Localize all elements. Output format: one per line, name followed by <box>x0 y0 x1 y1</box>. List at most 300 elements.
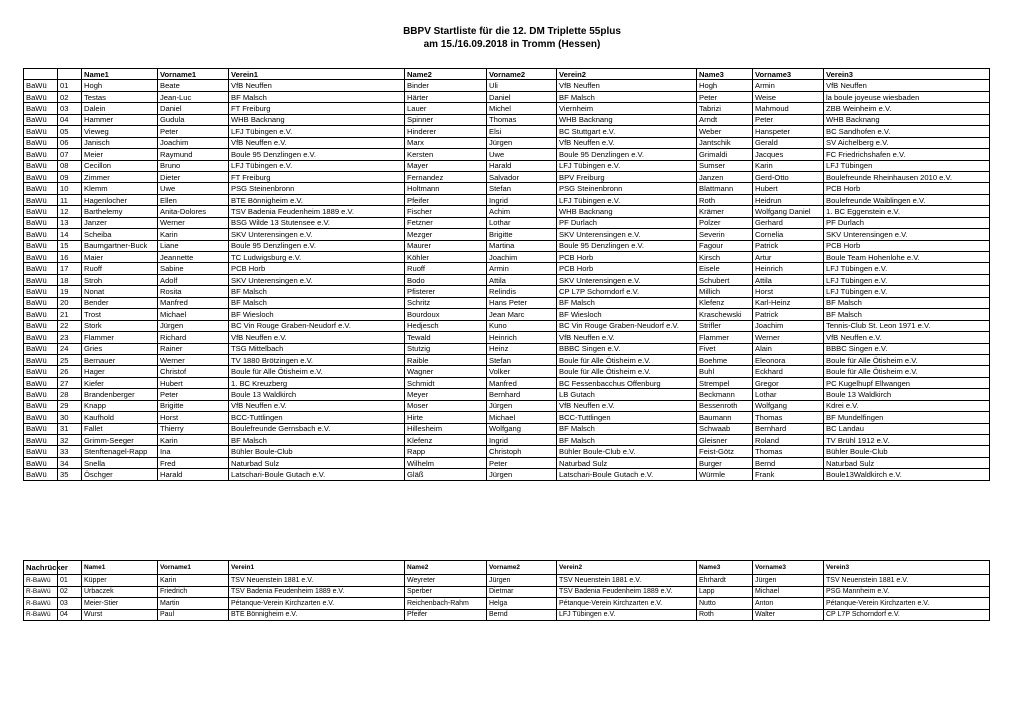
team-number-cell: 01 <box>58 80 82 91</box>
vorname2-cell: Volker <box>487 366 557 377</box>
vorname2-header: Vorname2 <box>487 69 557 80</box>
name1-cell: Kiefer <box>82 377 158 388</box>
group-cell: BaWü <box>24 412 58 423</box>
name1-cell: Meier-Stier <box>82 598 158 610</box>
team-number-cell: 33 <box>58 446 82 457</box>
vorname1-header: Vorname1 <box>158 561 229 575</box>
table-row <box>24 91 990 102</box>
name3-header: Name3 <box>697 69 753 80</box>
verein2-cell: VfB Neuffen e.V. <box>557 400 697 411</box>
verein2-header: Verein2 <box>557 561 697 575</box>
table-row <box>24 252 990 263</box>
verein3-cell: CP L7P Schorndorf e.V. <box>824 609 990 621</box>
vorname2-cell: Helga <box>487 598 557 610</box>
name1-cell: Knapp <box>82 400 158 411</box>
verein2-cell: Boule 95 Denzlingen e.V. <box>557 149 697 160</box>
verein1-cell: VfB Neuffen e.V. <box>229 332 405 343</box>
name1-cell: Flammer <box>82 332 158 343</box>
group-cell: BaWü <box>24 435 58 446</box>
name2-cell: Hillesheim <box>405 423 487 434</box>
vorname3-cell: Alain <box>753 343 824 354</box>
group-cell: BaWü <box>24 274 58 285</box>
table-row <box>24 332 990 343</box>
verein3-cell: BF Malsch <box>824 309 990 320</box>
vorname2-cell: Kuno <box>487 320 557 331</box>
name1-cell: Hager <box>82 366 158 377</box>
vorname3-cell: Armin <box>753 80 824 91</box>
vorname2-cell: Jürgen <box>487 400 557 411</box>
document-header <box>0 26 1024 52</box>
verein2-cell: LFJ Tübingen e.V. <box>557 194 697 205</box>
verein1-cell: BTE Bönnigheim e.V. <box>229 609 405 621</box>
group-cell: BaWü <box>24 457 58 468</box>
vorname1-cell: Werner <box>158 354 229 365</box>
group-cell: BaWü <box>24 160 58 171</box>
vorname3-cell: Cornelia <box>753 229 824 240</box>
team-number-cell: 04 <box>58 114 82 125</box>
name2-cell: Fernandez <box>405 171 487 182</box>
group-cell: BaWü <box>24 366 58 377</box>
name2-cell: Härter <box>405 91 487 102</box>
team-number-cell: 21 <box>58 309 82 320</box>
verein3-cell: WHB Backnang <box>824 114 990 125</box>
vorname1-cell: Anita-Dolores <box>158 206 229 217</box>
table-row <box>24 171 990 182</box>
name3-cell: Flammer <box>697 332 753 343</box>
table-row <box>24 412 990 423</box>
vorname1-cell: Jean-Luc <box>158 91 229 102</box>
verein2-cell: BC Fessenbacchus Offenburg <box>557 377 697 388</box>
name1-cell: Bernauer <box>82 354 158 365</box>
verein3-cell: Boulefreunde Rheinhausen 2010 e.V. <box>824 171 990 182</box>
vorname3-cell: Weise <box>753 91 824 102</box>
vorname3-cell: Hubert <box>753 183 824 194</box>
verein1-cell: VfB Neuffen <box>229 80 405 91</box>
table-row <box>24 274 990 285</box>
name3-cell: Lapp <box>697 586 753 598</box>
vorname2-cell: Dietmar <box>487 586 557 598</box>
verein3-cell: PF Durlach <box>824 217 990 228</box>
name3-cell: Buhl <box>697 366 753 377</box>
group-cell: BaWü <box>24 286 58 297</box>
verein1-cell: BSG Wilde 13 Stutensee e.V. <box>229 217 405 228</box>
name2-cell: Raible <box>405 354 487 365</box>
vorname2-cell: Brigitte <box>487 229 557 240</box>
name1-cell: Snella <box>82 457 158 468</box>
team-number-cell: 15 <box>58 240 82 251</box>
vorname3-cell: Karin <box>753 160 824 171</box>
verein1-cell: WHB Backnang <box>229 114 405 125</box>
vorname2-cell: Stefan <box>487 183 557 194</box>
table-row <box>24 297 990 308</box>
name1-cell: Janzer <box>82 217 158 228</box>
table-row <box>24 457 990 468</box>
vorname1-cell: Jeannette <box>158 252 229 263</box>
name2-cell: Meyer <box>405 389 487 400</box>
vorname1-cell: Peter <box>158 126 229 137</box>
vorname1-cell: Joachim <box>158 137 229 148</box>
name1-header: Name1 <box>82 69 158 80</box>
vorname2-cell: Jean Marc <box>487 309 557 320</box>
verein2-cell: SKV Unterensingen e.V. <box>557 274 697 285</box>
vorname3-cell: Michael <box>753 586 824 598</box>
verein1-cell: PSG Steinenbronn <box>229 183 405 194</box>
verein3-cell: Tennis-Club St. Leon 1971 e.V. <box>824 320 990 331</box>
name3-cell: Krämer <box>697 206 753 217</box>
name2-cell: Pfeifer <box>405 609 487 621</box>
name3-cell: Tabrizi <box>697 103 753 114</box>
name3-cell: Klefenz <box>697 297 753 308</box>
table-row <box>24 263 990 274</box>
verein1-header: Verein1 <box>229 561 405 575</box>
vorname3-cell: Attila <box>753 274 824 285</box>
verein2-cell: VfB Neuffen <box>557 80 697 91</box>
name3-cell: Burger <box>697 457 753 468</box>
verein3-cell: PCB Horb <box>824 240 990 251</box>
table-row <box>24 575 990 587</box>
group-cell: BaWü <box>24 137 58 148</box>
verein2-cell: BF Wiesloch <box>557 309 697 320</box>
group-cell: BaWü <box>24 332 58 343</box>
vorname2-cell: Uwe <box>487 149 557 160</box>
name2-cell: Schritz <box>405 297 487 308</box>
vorname2-cell: Lothar <box>487 217 557 228</box>
team-number-cell: 34 <box>58 457 82 468</box>
verein2-cell: Viernheim <box>557 103 697 114</box>
table-row <box>24 126 990 137</box>
name3-cell: Polzer <box>697 217 753 228</box>
verein3-cell: TV Brühl 1912 e.V. <box>824 435 990 446</box>
verein1-cell: TSG Mittelbach <box>229 343 405 354</box>
verein1-cell: FT Freiburg <box>229 103 405 114</box>
verein1-cell: BF Malsch <box>229 286 405 297</box>
vorname1-cell: Ellen <box>158 194 229 205</box>
verein1-cell: Boule 95 Denzlingen e.V. <box>229 240 405 251</box>
name2-cell: Schmidt <box>405 377 487 388</box>
name2-cell: Köhler <box>405 252 487 263</box>
vorname3-cell: Bernd <box>753 457 824 468</box>
verein1-cell: Boule für Alle Ötisheim e.V. <box>229 366 405 377</box>
name3-cell: Schwaab <box>697 423 753 434</box>
group-cell: BaWü <box>24 206 58 217</box>
verein3-cell: Pétanque-Verein Kirchzarten e.V. <box>824 598 990 610</box>
name1-cell: Hagenlocher <box>82 194 158 205</box>
verein2-cell: Naturbad Sulz <box>557 457 697 468</box>
vorname1-cell: Liane <box>158 240 229 251</box>
table-row <box>24 229 990 240</box>
verein1-cell: PCB Horb <box>229 263 405 274</box>
verein1-cell: Latschari-Boule Gutach e.V. <box>229 469 405 480</box>
team-number-cell: 29 <box>58 400 82 411</box>
table-row <box>24 206 990 217</box>
team-number-cell: 27 <box>58 377 82 388</box>
name1-cell: Fallet <box>82 423 158 434</box>
vorname1-cell: Hubert <box>158 377 229 388</box>
table-row <box>24 103 990 114</box>
name2-cell: Weyreter <box>405 575 487 587</box>
verein1-cell: Naturbad Sulz <box>229 457 405 468</box>
table-row <box>24 389 990 400</box>
name3-cell: Baumann <box>697 412 753 423</box>
table-row <box>24 80 990 91</box>
team-number-cell: 14 <box>58 229 82 240</box>
group-cell: BaWü <box>24 252 58 263</box>
vorname1-cell: Friedrich <box>158 586 229 598</box>
verein1-cell: SKV Unterensingen e.V. <box>229 229 405 240</box>
header-row <box>24 561 990 575</box>
start-list-table <box>23 68 990 481</box>
group-cell: BaWü <box>24 217 58 228</box>
vorname2-cell: Armin <box>487 263 557 274</box>
verein3-cell: PCB Horb <box>824 183 990 194</box>
verein1-cell: VfB Neuffen e.V. <box>229 400 405 411</box>
verein3-cell: Bühler Boule-Club <box>824 446 990 457</box>
verein3-cell: Boule für Alle Ötisheim e.V. <box>824 354 990 365</box>
vorname1-cell: Gudula <box>158 114 229 125</box>
group-cell: BaWü <box>24 377 58 388</box>
group-cell: R-BaWü <box>24 586 58 598</box>
verein2-cell: BF Malsch <box>557 91 697 102</box>
verein3-cell: LFJ Tübingen <box>824 160 990 171</box>
table-row <box>24 400 990 411</box>
verein3-cell: SV Aichelberg e.V. <box>824 137 990 148</box>
verein3-cell: VfB Neuffen <box>824 80 990 91</box>
vorname3-cell: Anton <box>753 598 824 610</box>
name1-cell: Zimmer <box>82 171 158 182</box>
group-cell: BaWü <box>24 354 58 365</box>
vorname3-cell: Lothar <box>753 389 824 400</box>
vorname3-cell: Gerhard <box>753 217 824 228</box>
vorname1-cell: Manfred <box>158 297 229 308</box>
vorname2-cell: Attila <box>487 274 557 285</box>
verein1-cell: SKV Unterensingen e.V. <box>229 274 405 285</box>
table-row <box>24 354 990 365</box>
verein1-cell: Boule 13 Waldkirch <box>229 389 405 400</box>
reserve-list-body <box>24 575 990 621</box>
name1-header: Name1 <box>82 561 158 575</box>
table-row <box>24 446 990 457</box>
verein1-cell: TV 1880 Brötzingen e.V. <box>229 354 405 365</box>
verein3-cell: Naturbad Sulz <box>824 457 990 468</box>
name1-cell: Cecillon <box>82 160 158 171</box>
group-cell: BaWü <box>24 229 58 240</box>
vorname1-cell: Christof <box>158 366 229 377</box>
vorname3-header: Vorname3 <box>753 69 824 80</box>
name2-cell: Marx <box>405 137 487 148</box>
team-number-cell: 06 <box>58 137 82 148</box>
name3-cell: Roth <box>697 609 753 621</box>
name3-cell: Gleisner <box>697 435 753 446</box>
vorname1-cell: Bruno <box>158 160 229 171</box>
name2-cell: Maurer <box>405 240 487 251</box>
name3-cell: Blattmann <box>697 183 753 194</box>
vorname1-cell: Fred <box>158 457 229 468</box>
name3-cell: Strempel <box>697 377 753 388</box>
name2-cell: Spinner <box>405 114 487 125</box>
verein1-cell: BF Malsch <box>229 297 405 308</box>
name1-cell: Brandenberger <box>82 389 158 400</box>
vorname3-cell: Horst <box>753 286 824 297</box>
vorname3-cell: Gerald <box>753 137 824 148</box>
vorname1-header: Vorname1 <box>158 69 229 80</box>
vorname1-cell: Richard <box>158 332 229 343</box>
team-number-cell: 26 <box>58 366 82 377</box>
name3-cell: Roth <box>697 194 753 205</box>
verein2-cell: BCC-Tuttlingen <box>557 412 697 423</box>
team-number-cell: 32 <box>58 435 82 446</box>
name3-cell: Bessenroth <box>697 400 753 411</box>
vorname2-cell: Harald <box>487 160 557 171</box>
vorname2-cell: Ingrid <box>487 194 557 205</box>
name3-cell: Beckmann <box>697 389 753 400</box>
verein3-cell: BC Sandhofen e.V. <box>824 126 990 137</box>
group-cell: BaWü <box>24 126 58 137</box>
name2-cell: Wilhelm <box>405 457 487 468</box>
name2-cell: Fischer <box>405 206 487 217</box>
team-number-cell: 03 <box>58 103 82 114</box>
group-cell: BaWü <box>24 389 58 400</box>
table-row <box>24 377 990 388</box>
name1-cell: Janisch <box>82 137 158 148</box>
name2-cell: Klefenz <box>405 435 487 446</box>
vorname3-cell: Thomas <box>753 412 824 423</box>
group-cell: BaWü <box>24 103 58 114</box>
verein2-cell: Latschari-Boule Gutach e.V. <box>557 469 697 480</box>
document-subtitle: am 15./16.09.2018 in Tromm (Hessen) <box>423 39 601 50</box>
vorname3-cell: Thomas <box>753 446 824 457</box>
table-row <box>24 160 990 171</box>
verein2-cell: Boule 95 Denzlingen e.V. <box>557 240 697 251</box>
verein1-cell: BF Wiesloch <box>229 309 405 320</box>
name1-cell: Nonat <box>82 286 158 297</box>
name3-cell: Fivet <box>697 343 753 354</box>
team-number-cell: 23 <box>58 332 82 343</box>
name3-header: Name3 <box>697 561 753 575</box>
table-row <box>24 217 990 228</box>
vorname1-cell: Karin <box>158 435 229 446</box>
team-number-cell: 10 <box>58 183 82 194</box>
name2-cell: Moser <box>405 400 487 411</box>
name2-cell: Mayer <box>405 160 487 171</box>
name1-cell: Stenftenagel-Rapp <box>82 446 158 457</box>
table-row <box>24 114 990 125</box>
verein3-cell: Boule13Waldkirch e.V. <box>824 469 990 480</box>
vorname2-cell: Stefan <box>487 354 557 365</box>
vorname1-cell: Ina <box>158 446 229 457</box>
name2-cell: Pfeifer <box>405 194 487 205</box>
table-row <box>24 149 990 160</box>
verein2-cell: TSV Neuenstein 1881 e.V. <box>557 575 697 587</box>
vorname3-cell: Gregor <box>753 377 824 388</box>
vorname3-cell: Wolfgang <box>753 400 824 411</box>
name1-cell: Trost <box>82 309 158 320</box>
verein2-cell: WHB Backnang <box>557 114 697 125</box>
team-number-cell: 04 <box>58 609 82 621</box>
name3-cell: Janzen <box>697 171 753 182</box>
vorname1-cell: Uwe <box>158 183 229 194</box>
name1-cell: Ruoff <box>82 263 158 274</box>
verein3-cell: Kdrei e.V. <box>824 400 990 411</box>
name3-cell: Arndt <box>697 114 753 125</box>
verein2-cell: BF Malsch <box>557 297 697 308</box>
name3-cell: Ehrhardt <box>697 575 753 587</box>
team-number-cell: 35 <box>58 469 82 480</box>
verein1-header: Verein1 <box>229 69 405 80</box>
team-number-cell: 28 <box>58 389 82 400</box>
name2-cell: Ruoff <box>405 263 487 274</box>
verein1-cell: BF Malsch <box>229 435 405 446</box>
vorname1-cell: Rainer <box>158 343 229 354</box>
team-number-cell: 07 <box>58 149 82 160</box>
team-number-cell: 24 <box>58 343 82 354</box>
name1-cell: Bender <box>82 297 158 308</box>
verein2-cell: LFJ Tübingen e.V. <box>557 609 697 621</box>
verein2-cell: TSV Badenia Feudenheim 1889 e.V. <box>557 586 697 598</box>
team-number-cell: 11 <box>58 194 82 205</box>
vorname1-cell: Rosita <box>158 286 229 297</box>
name2-header: Name2 <box>405 69 487 80</box>
table-row <box>24 423 990 434</box>
verein2-cell: LFJ Tübingen e.V. <box>557 160 697 171</box>
name3-cell: Sumser <box>697 160 753 171</box>
name2-cell: Sperber <box>405 586 487 598</box>
name3-cell: Würmle <box>697 469 753 480</box>
vorname2-cell: Thomas <box>487 114 557 125</box>
vorname1-cell: Peter <box>158 389 229 400</box>
name3-cell: Strifler <box>697 320 753 331</box>
verein2-cell: VfB Neuffen e.V. <box>557 332 697 343</box>
group-cell: R-BaWü <box>24 575 58 587</box>
verein2-cell: SKV Unterensingen e.V. <box>557 229 697 240</box>
name2-header: Name2 <box>405 561 487 575</box>
name3-cell: Peter <box>697 91 753 102</box>
verein1-cell: TSV Badenia Feudenheim 1889 e.V. <box>229 206 405 217</box>
vorname3-cell: Patrick <box>753 309 824 320</box>
verein3-cell: BBBC Singen e.V. <box>824 343 990 354</box>
team-number-cell: 30 <box>58 412 82 423</box>
verein2-header: Verein2 <box>557 69 697 80</box>
vorname2-cell: Peter <box>487 457 557 468</box>
group-cell: BaWü <box>24 423 58 434</box>
vorname1-cell: Karin <box>158 229 229 240</box>
vorname2-cell: Ingrid <box>487 435 557 446</box>
verein2-cell: PCB Horb <box>557 263 697 274</box>
verein3-cell: VfB Neuffen e.V. <box>824 332 990 343</box>
group-cell: BaWü <box>24 149 58 160</box>
document-title: BBPV Startliste für die 12. DM Triplette 55plus <box>403 26 621 37</box>
table-row <box>24 309 990 320</box>
name1-cell: Urbaczek <box>82 586 158 598</box>
vorname1-cell: Horst <box>158 412 229 423</box>
table-row <box>24 286 990 297</box>
name1-cell: Testas <box>82 91 158 102</box>
vorname1-cell: Daniel <box>158 103 229 114</box>
verein3-cell: ZBB Weinheim e.V. <box>824 103 990 114</box>
verein2-cell: CP L7P Schorndorf e.V. <box>557 286 697 297</box>
table-row <box>24 240 990 251</box>
verein1-cell: TC Ludwigsburg e.V. <box>229 252 405 263</box>
vorname3-cell: Roland <box>753 435 824 446</box>
name3-cell: Millich <box>697 286 753 297</box>
verein2-cell: LB Gutach <box>557 389 697 400</box>
vorname1-cell: Brigitte <box>158 400 229 411</box>
vorname2-header: Vorname2 <box>487 561 557 575</box>
verein1-cell: LFJ Tübingen e.V. <box>229 160 405 171</box>
vorname2-cell: Michel <box>487 103 557 114</box>
verein3-cell: Boule Team Hohenlohe e.V. <box>824 252 990 263</box>
vorname3-cell: Peter <box>753 114 824 125</box>
group-cell: BaWü <box>24 297 58 308</box>
